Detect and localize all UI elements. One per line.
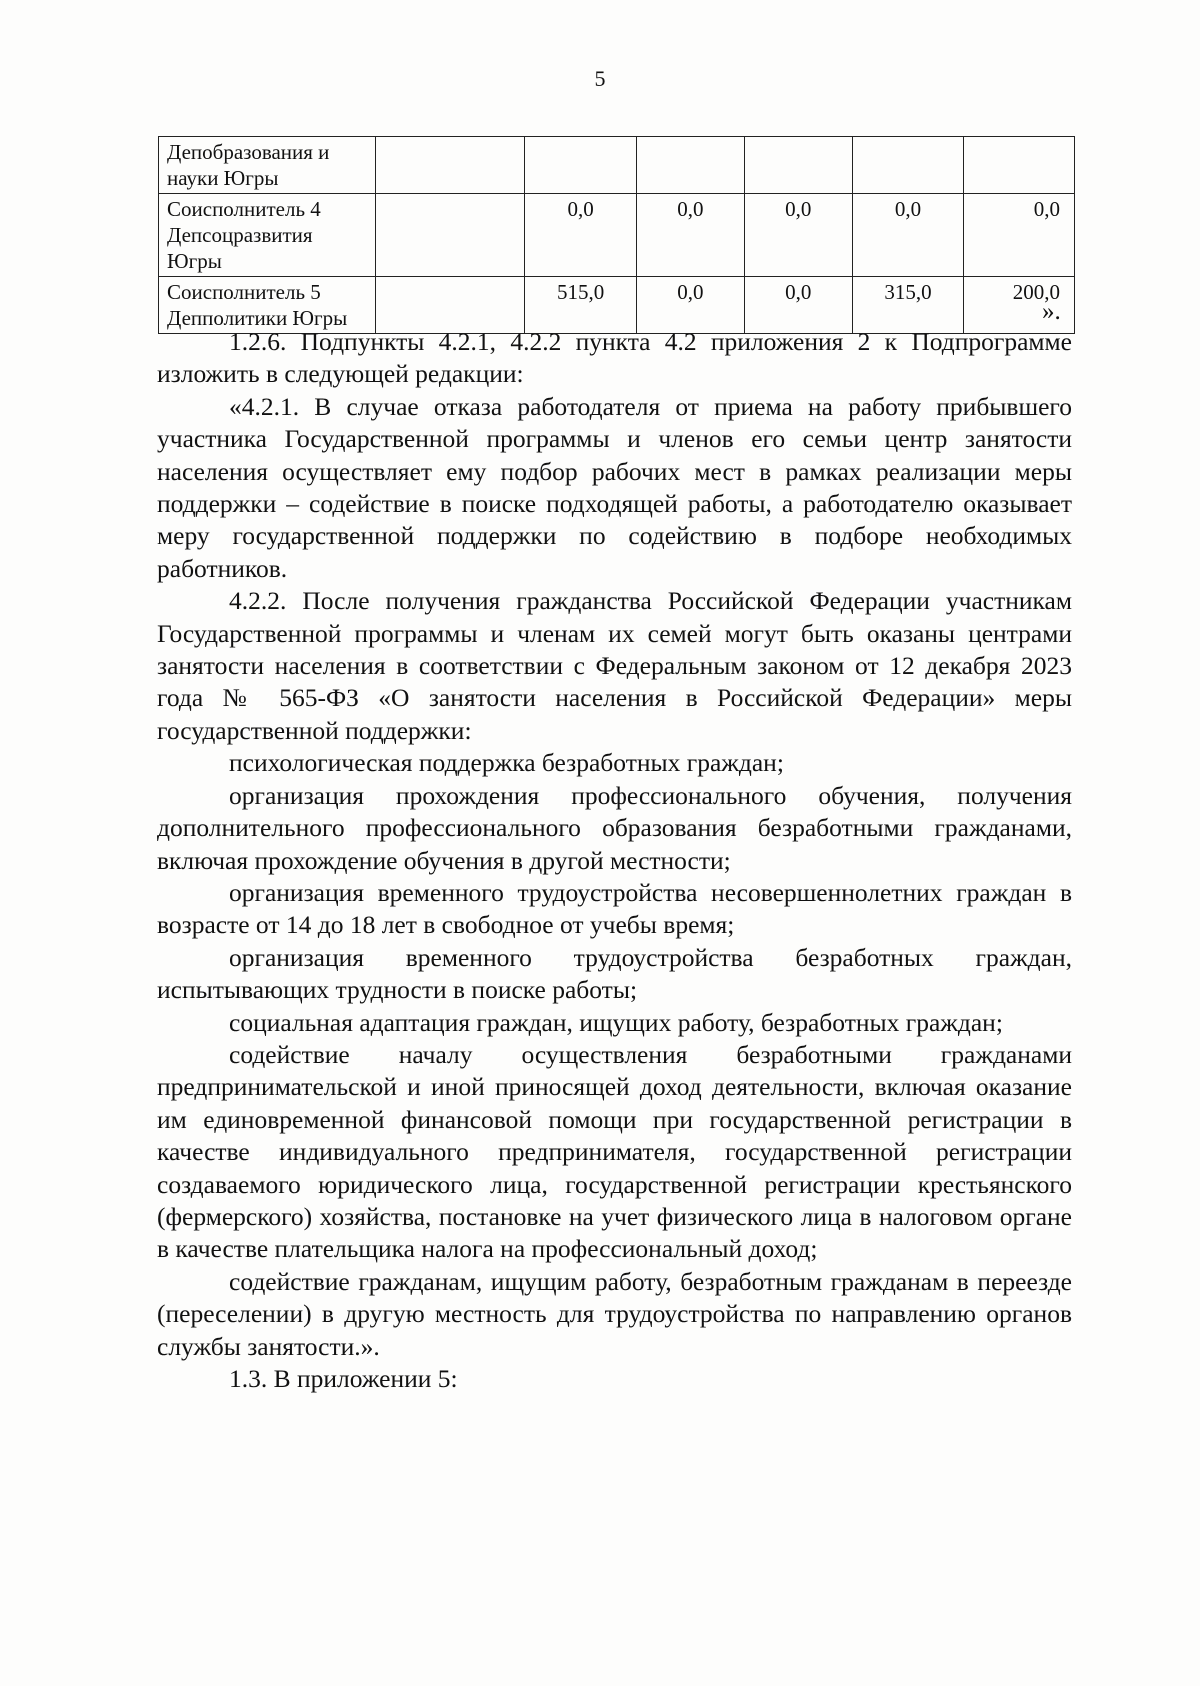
table-cell-blank [376,137,525,194]
table-cell-value [525,137,637,194]
table-cell-value: 0,0 [744,277,852,334]
paragraph: социальная адаптация граждан, ищущих работу, безработных граждан; [229,1007,1003,1037]
table-row [159,137,1075,194]
table-cell-value: 0,0 [637,277,745,334]
document-body [157,326,1072,1395]
table-cell-value [852,137,964,194]
paragraph: психологическая поддержка безработных граждан; [229,748,784,778]
funding-table [158,136,1075,334]
page-number: 5 [594,66,606,91]
table-cell-executor: Депобразования и науки Югры [159,137,376,194]
paragraph: «4.2.1. В случае отказа работодателя от приема на работу прибывшего участника Государственной программы и членов его семьи центр занятости населения осуществляет ему подбор рабочих мест в рамках реализации меры поддержки – содействие в поиске подходящей работы, а работодателю оказывает меру государственной поддержки по содействию в подборе необходимых работников. [157,391,1072,583]
table-cell-value: 0,0 [852,194,964,277]
paragraph: организация временного трудоустройства несовершеннолетних граждан в возрасте от 14 до 18 лет в свободное от учебы время; [157,877,1072,940]
table-cell-value: 315,0 [852,277,964,334]
table-cell-value [964,137,1075,194]
closing-quote: ». [1042,298,1061,325]
table-cell-executor: Соисполнитель 4 Депсоцразвития Югры [159,194,376,277]
table-cell-value: 0,0 [964,194,1075,277]
table-cell-executor: Соисполнитель 5 Депполитики Югры [159,277,376,334]
paragraph: содействие началу осуществления безработными гражданами предпринимательской и иной приносящей доход деятельности, включая оказание им единовременной финансовой помощи при государственной регистрации в качестве индивидуального предпринимателя, государственной регистрации создаваемого юридического лица, государственной регистрации крестьянского (фермерского) хозяйства, постановке на учет физического лица в налоговом органе в качестве плательщика налога на профессиональный доход; [157,1039,1072,1264]
table-cell-blank [376,277,525,334]
table-cell-value: 0,0 [525,194,637,277]
paragraph: содействие гражданам, ищущим работу, безработным гражданам в переезде (переселении) в другую местность для трудоустройства по направлению органов службы занятости.». [157,1266,1072,1361]
table-cell-value [637,137,745,194]
table-cell-value: 0,0 [744,194,852,277]
table-cell-value [744,137,852,194]
table-cell-value: 515,0 [525,277,637,334]
paragraph: организация временного трудоустройства безработных граждан, испытывающих трудности в поиске работы; [157,942,1072,1005]
table-cell-blank [376,194,525,277]
table-row [159,277,1075,334]
table-row [159,194,1075,277]
table-cell-value: 0,0 [637,194,745,277]
paragraph: организация прохождения профессионального обучения, получения дополнительного профессионального образования безработными гражданами, включая прохождение обучения в другой местности; [157,780,1072,875]
paragraph: 1.3. В приложении 5: [229,1364,458,1393]
paragraph: 1.2.6. Подпункты 4.2.1, 4.2.2 пункта 4.2 приложения 2 к Подпрограмме изложить в следующей редакции: [157,327,1072,389]
table-cell-value: 200,0 [964,277,1075,334]
paragraph: 4.2.2. После получения гражданства Российской Федерации участникам Государственной программы и членам их семей могут быть оказаны центрами занятости населения в соответствии с Федеральным законом от 12 декабря 2023 года № 565-ФЗ «О занятости населения в Российской Федерации» меры государственной поддержки: [157,586,1072,745]
